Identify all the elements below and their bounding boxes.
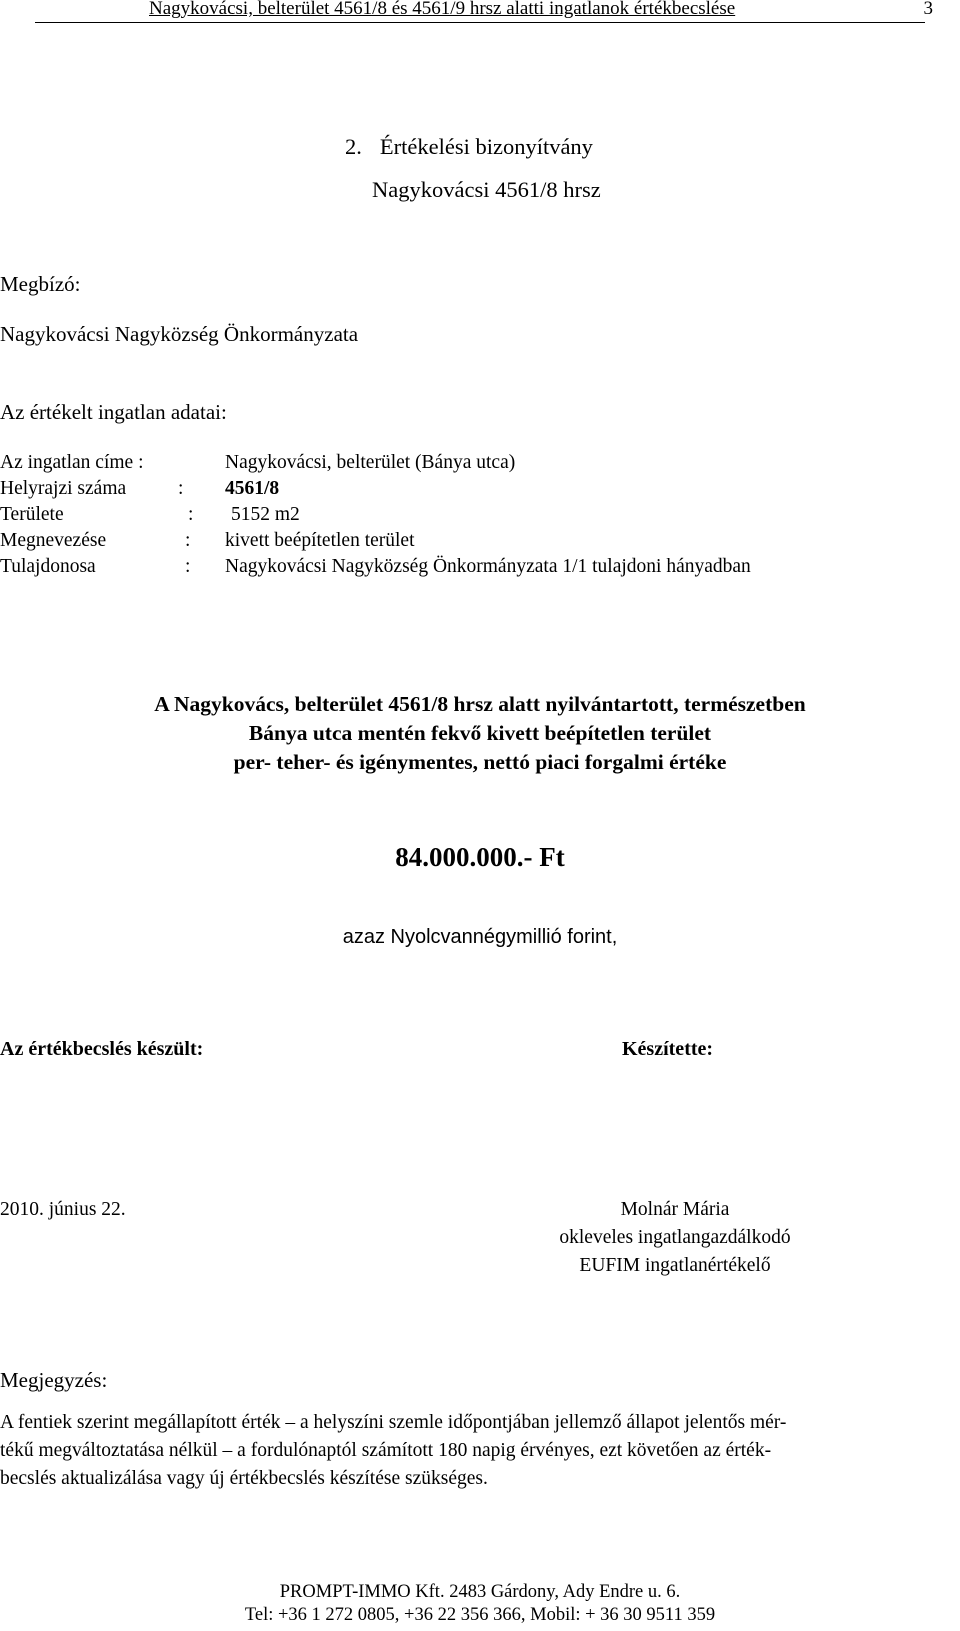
footer-phones: Tel: +36 1 272 0805, +36 22 356 366, Mobil: + 36 30 9511 359 bbox=[244, 1605, 716, 1625]
property-value: Nagykovácsi Nagyközség Önkormányzata 1/1 tulajdoni hányadban bbox=[225, 556, 751, 577]
page-header bbox=[35, 0, 933, 23]
author-label: Készítette: bbox=[622, 1038, 714, 1060]
author-name: Molnár Mária bbox=[620, 1199, 730, 1220]
valuation-conclusion bbox=[0, 690, 960, 777]
header-title: Nagykovácsi, belterület 4561/8 és 4561/9 hrsz alatti ingatlanok értékbecslése bbox=[149, 0, 736, 19]
author-affiliation: EUFIM ingatlanértékelő bbox=[579, 1255, 771, 1276]
date-label: Az értékbecslés készült: bbox=[0, 1038, 204, 1060]
property-colon: : bbox=[185, 556, 191, 577]
property-colon: : bbox=[188, 504, 194, 525]
note-text bbox=[0, 1409, 958, 1493]
valuation-date: 2010. június 22. bbox=[0, 1199, 126, 1220]
section-title: Értékelési bizonyítvány bbox=[379, 134, 593, 159]
property-heading: Az értékelt ingatlan adatai: bbox=[0, 400, 227, 424]
conclusion-line: Bánya utca mentén fekvő kivett beépítetlen terület bbox=[248, 721, 712, 745]
property-value: kivett beépítetlen terület bbox=[225, 530, 415, 551]
property-row-area bbox=[0, 504, 960, 528]
footer-company: PROMPT-IMMO Kft. 2483 Gárdony, Ady Endre u. 6. bbox=[279, 1582, 681, 1602]
property-value: 4561/8 bbox=[225, 478, 280, 499]
client-name: Nagykovácsi Nagyközség Önkormányzata bbox=[0, 322, 359, 346]
author-qualification: okleveles ingatlangazdálkodó bbox=[559, 1227, 791, 1248]
property-label: Megnevezése bbox=[0, 530, 107, 551]
property-value: Nagykovácsi, belterület (Bánya utca) bbox=[225, 452, 516, 473]
note-line: becslés aktualizálása vagy új értékbecslés készítése szükséges. bbox=[0, 1468, 488, 1489]
property-label: Tulajdonosa bbox=[0, 556, 96, 577]
property-row-designation bbox=[0, 530, 960, 554]
property-row-owner bbox=[0, 556, 960, 580]
conclusion-line: A Nagykovács, belterület 4561/8 hrsz alatt nyilvántartott, természetben bbox=[154, 692, 806, 716]
valuation-amount: 84.000.000.- Ft bbox=[395, 842, 565, 872]
property-label: Helyrajzi száma bbox=[0, 478, 127, 499]
note-line: A fentiek szerint megállapított érték – a helyszíni szemle időpontjában jellemző állapot jelentős mér- bbox=[0, 1412, 787, 1433]
note-label: Megjegyzés: bbox=[0, 1368, 108, 1392]
valuation-amount-words: azaz Nyolcvannégymillió forint, bbox=[342, 926, 618, 948]
section-heading bbox=[345, 134, 593, 160]
property-colon: : bbox=[178, 478, 184, 499]
property-label: Az ingatlan címe : bbox=[0, 452, 144, 473]
section-subtitle: Nagykovácsi 4561/8 hrsz bbox=[372, 177, 601, 202]
note-line: tékű megváltoztatása nélkül – a fordulónaptól számított 180 napig érvényes, ezt követően az érték- bbox=[0, 1440, 772, 1461]
property-label: Területe bbox=[0, 504, 64, 525]
page-number: 3 bbox=[923, 0, 933, 19]
section-number: 2. bbox=[345, 134, 362, 159]
property-colon: : bbox=[185, 530, 191, 551]
conclusion-line: per- teher- és igénymentes, nettó piaci forgalmi értéke bbox=[233, 750, 727, 774]
client-label: Megbízó: bbox=[0, 272, 81, 296]
property-row-address bbox=[0, 452, 960, 476]
property-row-lot-number bbox=[0, 478, 960, 502]
property-value: 5152 m2 bbox=[231, 504, 300, 525]
